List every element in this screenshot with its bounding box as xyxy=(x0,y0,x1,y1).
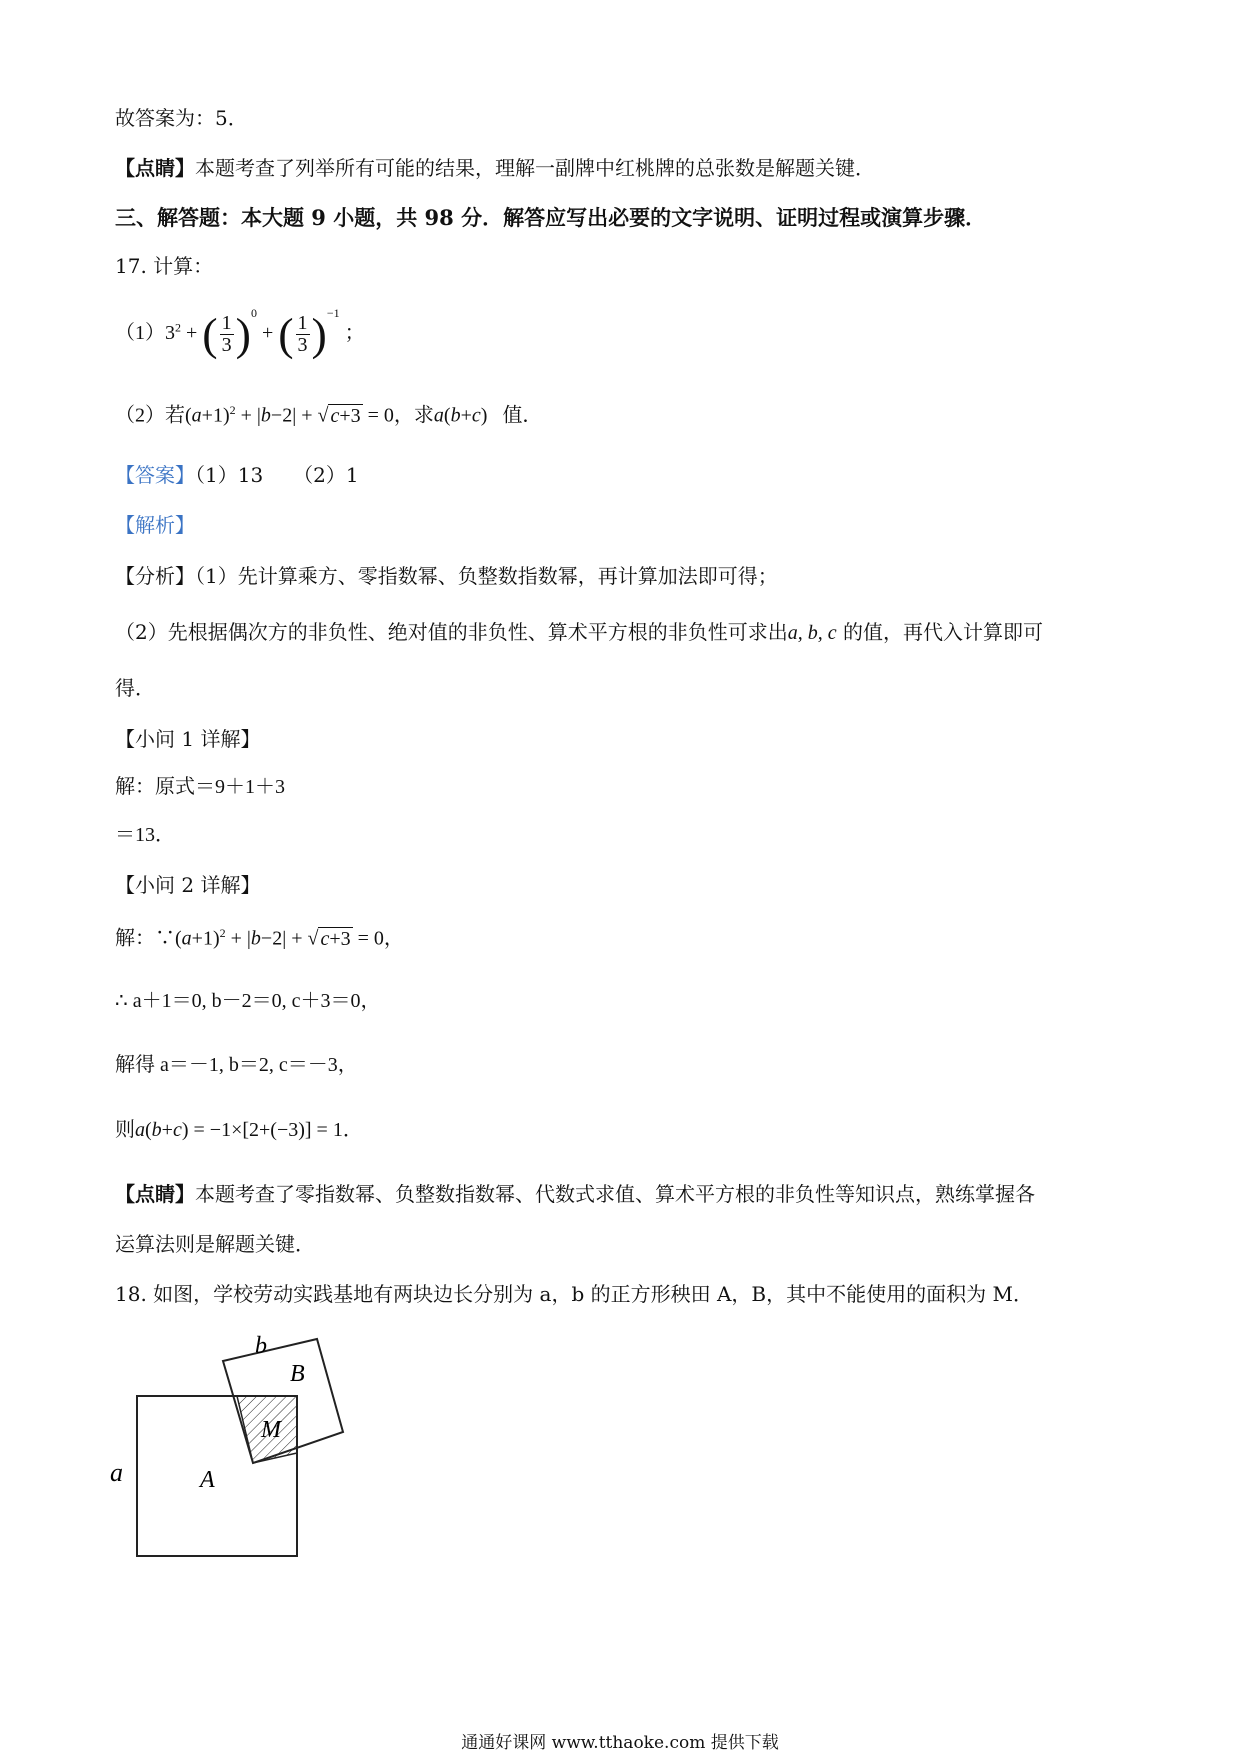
label-a-side: a xyxy=(110,1458,123,1487)
sub2-label: 【小问 2 详解】 xyxy=(115,873,261,897)
q17-part1: $(1)3^2$ + ( $\frac{1}{3}$ )$^0$ + ( $\frac{1}{3}$ )$^{-1}$ ； xyxy=(115,306,365,360)
label-B: B xyxy=(290,1361,305,1387)
label-M: M xyxy=(261,1417,281,1443)
analysis-label: 【解析】 xyxy=(115,513,195,537)
section-heading: 三、解答题：本大题 9 小题，共 98 分．解答应写出必要的文字说明、证明过程或演算步骤． xyxy=(115,205,987,230)
q17-part1-tail: ； xyxy=(344,322,365,344)
fenxi-label: 【分析】 xyxy=(115,564,195,588)
q17-answer xyxy=(115,463,359,487)
q17-part2: （2）若$(a+1)^2 + |b-2|$ + √ c+3 = 0，求a(b+c) 值． xyxy=(115,403,543,427)
answer-line: 故答案为：5． xyxy=(115,106,248,130)
fenxi-line1 xyxy=(115,564,778,588)
q17-comment-line2: 运算法则是解题关键． xyxy=(115,1232,315,1256)
sub2-line4-prefix: 则 xyxy=(115,1119,135,1141)
sub2-line3: 解得 a＝－1, b＝2, c＝－3， xyxy=(115,1054,358,1076)
sub2-line2: ∴ a＋1＝0, b－2＝0, c＋3＝0， xyxy=(115,990,381,1012)
q17-comment-text1: 本题考查了零指数幂、负整数指数幂、代数式求值、算术平方根的非负性等知识点，熟练掌握各 xyxy=(195,1182,1035,1206)
q17-part2-tail: 值． xyxy=(502,404,543,427)
sub2-line4: 则a(b+c) = −1×[2+(−3)] = 1． xyxy=(115,1119,363,1141)
q18-text: 18. 如图，学校劳动实践基地有两块边长分别为 a，b 的正方形秧田 A，B，其中不能使用的面积为 M． xyxy=(115,1282,1033,1306)
q17-title: 17. 计算： xyxy=(115,254,214,278)
sub2-line1: 解：$\because(a+1)^2 + |b-2|$ + √ c+3 = 0， xyxy=(115,926,404,950)
sub2-prefix: 解：∵ xyxy=(115,927,175,950)
answer-text: （1）13 （2）1 xyxy=(195,463,359,487)
footer: 通通好课网 www.tthaoke.com 提供下载 xyxy=(461,1733,779,1753)
sub1-line2: ＝13． xyxy=(115,824,175,846)
label-b-side: b xyxy=(255,1333,267,1359)
q17-part1-label: （1） xyxy=(115,322,165,344)
comment-label: 【点睛】 xyxy=(115,156,195,180)
fenxi-text1: （1）先计算乘方、零指数幂、负整数指数幂，再计算加法即可得； xyxy=(195,564,778,588)
q17-comment-line1 xyxy=(115,1182,1035,1206)
top-comment xyxy=(115,156,875,180)
fenxi-text2a: （2）先根据偶次方的非负性、绝对值的非负性、算术平方根的非负性可求出 xyxy=(115,620,788,644)
fenxi-text2b: 的值，再代入计算即可 xyxy=(842,620,1043,644)
q18-figure xyxy=(100,1315,360,1570)
comment-text: 本题考查了列举所有可能的结果，理解一副牌中红桃牌的总张数是解题关键． xyxy=(195,156,875,180)
label-A: A xyxy=(200,1467,215,1493)
answer-label: 【答案】 xyxy=(115,463,195,487)
q17-part2-label: （2）若 xyxy=(115,404,185,427)
fenxi-line3: 得． xyxy=(115,676,155,700)
fenxi-line2: （2）先根据偶次方的非负性、绝对值的非负性、算术平方根的非负性可求出a, b, c 的值，再代入计算即可 xyxy=(115,620,1043,644)
sub1-label: 【小问 1 详解】 xyxy=(115,727,261,751)
q17-comment-label: 【点睛】 xyxy=(115,1182,195,1206)
sub1-line1: 解：原式＝9＋1＋3 xyxy=(115,776,285,798)
q17-part2-mid: ，求 xyxy=(393,404,434,427)
